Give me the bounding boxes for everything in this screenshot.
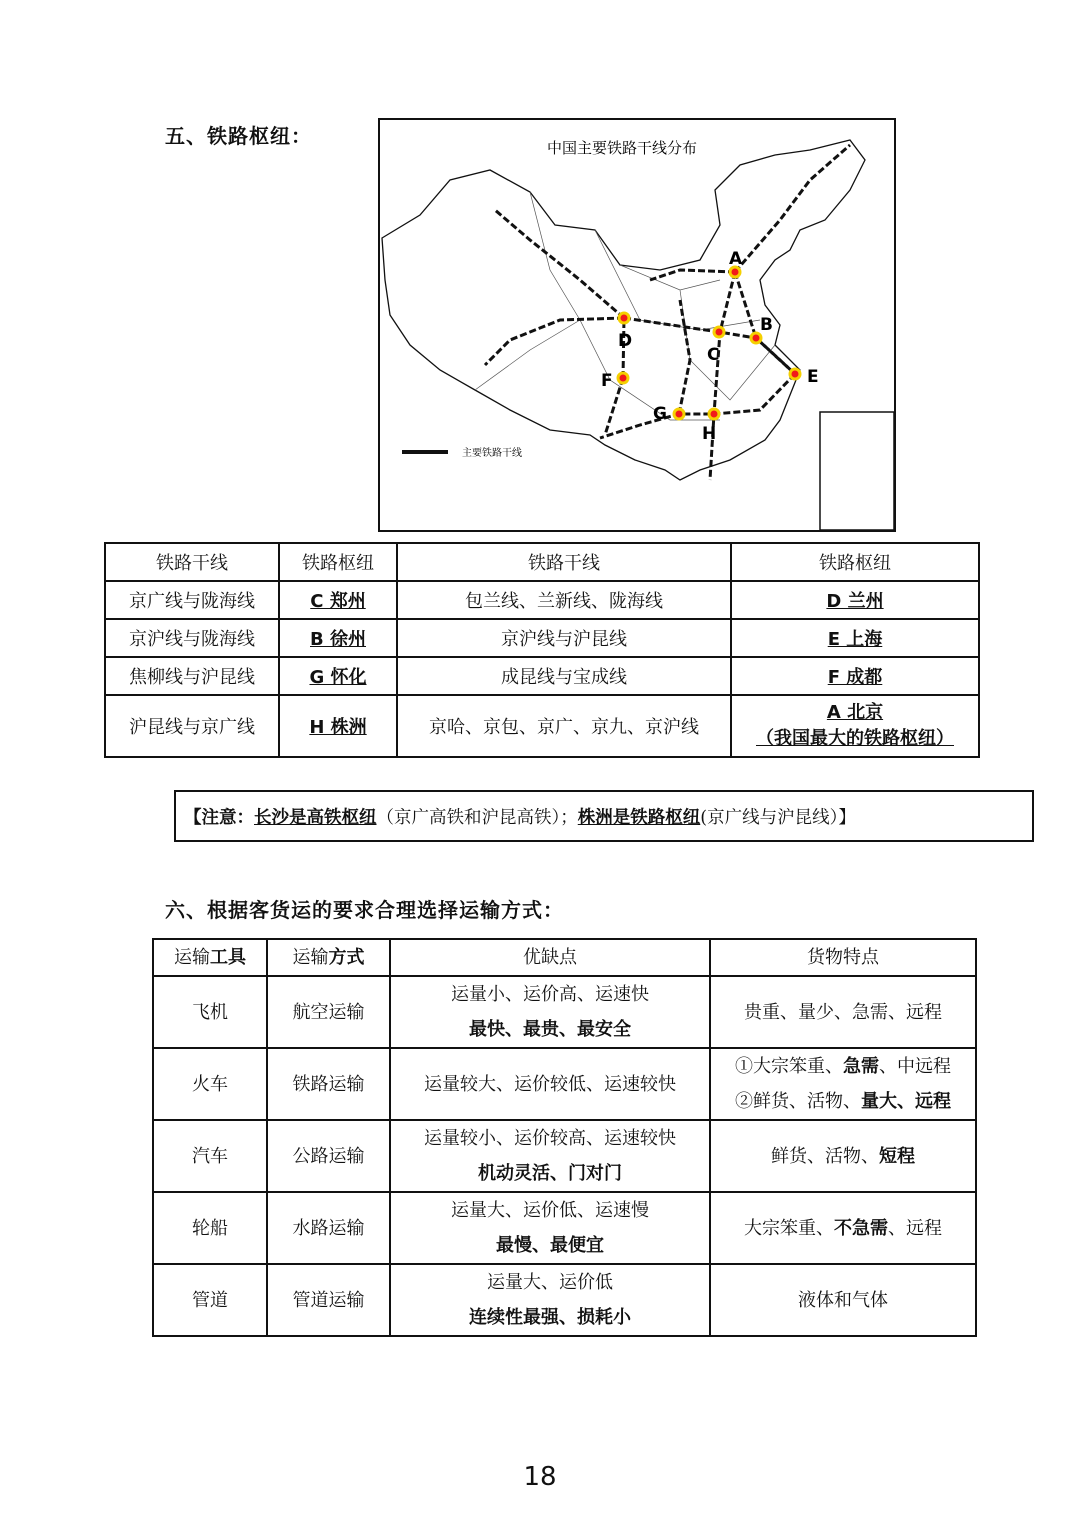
hub-marker-c [714, 327, 724, 337]
note-zhuzhou-detail: (京广线与沪昆线）】 [700, 807, 856, 828]
china-outline [382, 140, 865, 480]
hub-markers [601, 249, 819, 444]
table-row [105, 657, 979, 695]
note-changsha: 长沙是高铁枢纽 [254, 807, 377, 828]
text-segment: 运输 [292, 947, 329, 968]
section-5-heading: 五、铁路枢纽： [165, 124, 312, 148]
province-borders [475, 192, 775, 420]
map-legend [402, 446, 522, 459]
cargo-cell [710, 1120, 976, 1192]
hub-cell: F 成都 [827, 667, 883, 688]
text-segment: 、中远程 [879, 1056, 951, 1077]
pros-cons-cell [390, 976, 710, 1048]
line-cell: 包兰线、兰新线、陇海线 [397, 581, 731, 619]
text-segment: 货物特点 [807, 947, 879, 968]
section-6-heading: 六、根据客货运的要求合理选择运输方式： [165, 898, 564, 922]
text-segment: 液体和气体 [798, 1289, 888, 1311]
hub-cell: H 株洲 [309, 717, 367, 738]
pros-cons-cell [390, 1192, 710, 1264]
table-row [153, 1264, 976, 1336]
tool-cell: 管道 [153, 1264, 267, 1336]
header-cell [153, 939, 267, 976]
text-segment: 运量小、运价高、运速快 [451, 984, 649, 1005]
hub-note: （我国最大的铁路枢纽） [756, 728, 954, 749]
line-cell: 京广线与陇海线 [105, 581, 279, 619]
tool-cell: 汽车 [153, 1120, 267, 1192]
pros-cons-cell [390, 1120, 710, 1192]
map-graphic [380, 120, 894, 530]
hub-marker-label: G [653, 404, 667, 424]
transport-table [152, 938, 977, 1337]
line-cell: 沪昆线与京广线 [105, 695, 279, 757]
hub-marker-label: F [601, 371, 613, 391]
mode-cell: 航空运输 [267, 976, 390, 1048]
text-segment: 工具 [210, 947, 246, 968]
text-segment: ①大宗笨重、 [735, 1056, 843, 1077]
map-title: 中国主要铁路干线分布 [546, 139, 698, 157]
table-row [153, 1120, 976, 1192]
hub-cell: E 上海 [827, 629, 883, 650]
header-cell: 铁路干线 [105, 543, 279, 581]
tool-cell: 飞机 [153, 976, 267, 1048]
text-segment: 急需 [843, 1056, 879, 1077]
text-segment: 最慢、最便宜 [496, 1235, 604, 1256]
header-cell [267, 939, 390, 976]
mode-cell: 公路运输 [267, 1120, 390, 1192]
cargo-cell [710, 976, 976, 1048]
table-row [105, 619, 979, 657]
line-cell: 京沪线与陇海线 [105, 619, 279, 657]
hub-marker-e [790, 369, 800, 379]
mode-cell: 水路运输 [267, 1192, 390, 1264]
legend-label: 主要铁路干线 [462, 448, 522, 459]
hub-marker-f [618, 373, 628, 383]
railway-hub-table [104, 542, 980, 758]
hub-cell: A 北京 [826, 702, 884, 723]
table-row [153, 1192, 976, 1264]
hub-marker-g [674, 409, 684, 419]
table-row [105, 581, 979, 619]
text-segment: 连续性最强、损耗小 [469, 1307, 631, 1328]
table-row [153, 1048, 976, 1120]
header-cell: 铁路枢纽 [279, 543, 397, 581]
page-number: 18 [523, 1462, 557, 1492]
hub-marker-label: D [618, 331, 633, 351]
text-segment: 不急需 [834, 1217, 888, 1239]
text-segment: 运量较大、运价较低、运速较快 [424, 1073, 676, 1095]
hub-cell: D 兰州 [826, 591, 884, 612]
line-cell: 焦柳线与沪昆线 [105, 657, 279, 695]
header-cell: 铁路干线 [397, 543, 731, 581]
south-china-sea-inset [820, 412, 894, 530]
china-railway-map [378, 118, 896, 532]
text-segment: 短程 [879, 1145, 915, 1167]
table-row [105, 695, 979, 757]
table-header-row [105, 543, 979, 581]
header-cell [710, 939, 976, 976]
text-segment: 优缺点 [523, 947, 577, 968]
pros-cons-cell [390, 1264, 710, 1336]
text-segment: 鲜货、活物、 [771, 1145, 879, 1167]
line-cell: 京沪线与沪昆线 [397, 619, 731, 657]
tool-cell: 火车 [153, 1048, 267, 1120]
hub-marker-label: B [760, 315, 773, 335]
tool-cell: 轮船 [153, 1192, 267, 1264]
text-segment: 运量大、运价低 [487, 1272, 613, 1293]
hub-marker-label: E [807, 367, 819, 387]
text-segment: 、远程 [888, 1217, 942, 1239]
note-zhuzhou: 株洲是铁路枢纽 [577, 807, 701, 828]
text-segment: 最快、最贵、最安全 [469, 1019, 631, 1040]
hub-marker-label: C [707, 345, 720, 365]
text-segment: 运量较小、运价较高、运速较快 [424, 1128, 676, 1149]
pros-cons-cell [390, 1048, 710, 1120]
text-segment: 贵重、量少、急需、远程 [744, 1001, 942, 1023]
header-cell: 铁路枢纽 [731, 543, 979, 581]
cargo-cell [710, 1264, 976, 1336]
cargo-cell [710, 1192, 976, 1264]
railway-lines [485, 145, 850, 480]
hub-marker-h [709, 409, 719, 419]
text-segment: 量大、远程 [861, 1091, 951, 1112]
mode-cell: 铁路运输 [267, 1048, 390, 1120]
text-segment: 方式 [328, 947, 365, 968]
cargo-cell [710, 1048, 976, 1120]
note-open: 【注意： [184, 807, 254, 828]
hub-marker-d [619, 313, 629, 323]
mode-cell: 管道运输 [267, 1264, 390, 1336]
note-changsha-detail: （京广高铁和沪昆高铁）； [376, 807, 578, 828]
text-segment: 运量大、运价低、运速慢 [451, 1200, 649, 1221]
text-segment: 机动灵活、门对门 [478, 1163, 622, 1184]
line-cell: 京哈、京包、京广、京九、京沪线 [397, 695, 731, 757]
header-cell [390, 939, 710, 976]
hub-cell: B 徐州 [310, 629, 366, 650]
hub-marker-label: H [702, 424, 717, 444]
hub-marker-label: A [729, 249, 743, 269]
note-box [174, 790, 1034, 842]
text-segment: 运输 [174, 947, 210, 968]
hub-cell: C 郑州 [310, 591, 366, 612]
text-segment: ②鲜货、活物、 [735, 1091, 861, 1112]
line-cell: 成昆线与宝成线 [397, 657, 731, 695]
table-row [153, 976, 976, 1048]
text-segment: 大宗笨重、 [744, 1217, 834, 1239]
hub-cell: G 怀化 [309, 667, 367, 688]
table-header-row [153, 939, 976, 976]
